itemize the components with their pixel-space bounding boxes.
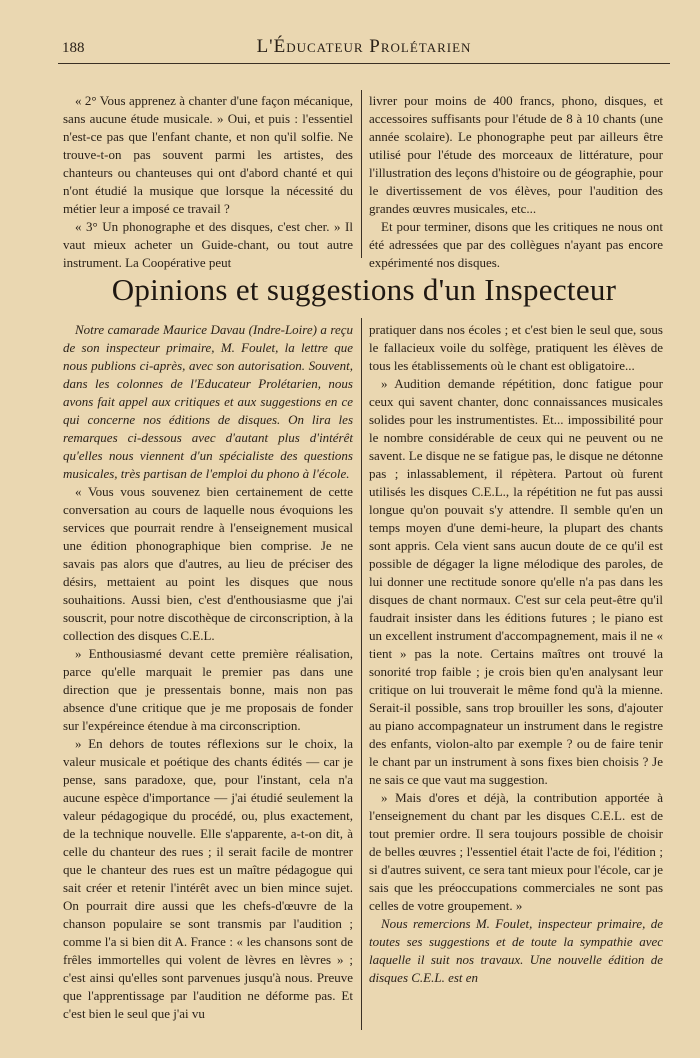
paragraph: » Mais d'ores et déjà, la contribution apportée à l'enseignement du chant par les disques C.E.L. est de tout premier ordre. Il sera toujours possible de choisir de belles œuvres ; l'essentiel était l'acte de foi, l'édition ; si d'autres suivent, ce sera tant mieux pour l'école, car je sais que les préoccupations commerciales ne sont pas celles de votre groupement. »: [369, 790, 663, 913]
article-right-column: [369, 321, 663, 987]
journal-title: L'Éducateur Prolétarien: [256, 36, 472, 57]
page-header: [58, 36, 670, 66]
paragraph: » Audition demande répétition, donc fatigue pour ceux qui savent chanter, donc connaissances musicales solides pour les instrumentistes. Et... impossibilité pour le nombre considérable de ceux qui ne peuvent ou ne savent. Le disque ne se fatigue pas, le disque ne détonne pas ; inlassablement, il répètera. Partout où furent utilisés les disques C.E.L., la répétition ne fut pas aussi longue qu'on pouvait s'y attendre. Il semble qu'en un temps moyen d'une demi-heure, la plupart des chants sont appris. Cela vient sans aucun doute de ce qu'il est possible de dégager la ligne mélodique des paroles, de lui donner une rectitude sonore qu'elle n'a pas dans les disques de chant normaux. C'est sur cela peut-être qu'il faudrait insister dans les éditions futures ; le piano est un excellent instrument d'accompagnement, mais il ne « tient » pas la note. Certains maîtres ont trouvé la sonorité trop faible ; je crois bien qu'en analysant leur critique on lui trouverait le même fond qu'à la mienne. Serait-il possible, sans trop brouiller les sons, d'ajouter au piano accompagnateur un instrument dans le registre des enfants, violon-alto par exemple ? ou de faire tenir le chant par un instrument à sons fixes bien choisis ? Je ne sais ce que vaut ma suggestion.: [369, 376, 663, 787]
header-rule: [58, 63, 670, 64]
column-divider: [361, 318, 362, 1030]
page-number: 188: [62, 40, 85, 56]
top-right-column: [369, 92, 663, 272]
paragraph: Et pour terminer, disons que les critiques ne nous ont été adressées que par des collègues n'ayant pas encore expérimenté nos disques.: [369, 219, 663, 270]
paragraph: » En dehors de toutes réflexions sur le choix, la valeur musicale et poétique des chants édités — car je pense, sans paradoxe, que, pour l'instant, cela n'a aucune espèce d'importance — j'ai étudié seulement la valeur pédagogique du procédé, ou, plus exactement, de la technique nouvelle. Elle s'apparente, a-t-on dit, à celle du chanteur des rues ; il serait facile de montrer que le chanteur des rues est un maître pédagogue qui sait créer et retenir l'intérêt avec un bien mince sujet. On pourrait dire aussi que les chefs-d'œuvre de la chanson populaire se sont transmis par l'audition ; comme l'a si bien dit A. France : « les chansons sont de frêles immortelles qui volent de lèvres en lèvres » ; c'est ainsi qu'elles sont parvenues jusqu'à nous. Preuve que l'apprentissage par l'audition ne déforme pas. Et c'est bien le seul que j'ai vu: [63, 736, 353, 1021]
top-left-column: [63, 92, 353, 272]
column-divider: [361, 90, 362, 258]
article-left-column: [63, 321, 353, 1023]
paragraph: pratiquer dans nos écoles ; et c'est bien le seul que, sous le fallacieux voile du solfège, pratiquent les élèves de tous les établissements où le chant est obligatoire...: [369, 322, 663, 373]
paragraph: « 2° Vous apprenez à chanter d'une façon mécanique, sans aucune étude musicale. » Oui, et puis : l'essentiel n'est-ce pas que l'enfant chante, et non qu'il solfie. Ne trouve-t-on pas souvent parmi les artistes, des chanteurs ou chanteuses qui ont d'abord chanté et qui n'ont étudié la musique que lorsque la nécessité du métier leur a imposé ce travail ?: [63, 93, 353, 216]
article-title: Opinions et suggestions d'un Inspecteur: [111, 272, 617, 307]
paragraph: « Vous vous souvenez bien certainement de cette conversation au cours de laquelle nous évoquions les services que pourrait rendre à l'enseignement musical une édition phonographique bien comprise. Je ne savais pas alors que d'autres, au lieu de préciser des désirs, mettaient au point les disques que nous souhaitions. Aussi bien, c'est d'enthousiasme que j'ai souscrit, pour notre discothèque de circonscription, à la collection des disques C.E.L.: [63, 484, 353, 643]
article-intro: Notre camarade Maurice Davau (Indre-Loire) a reçu de son inspecteur primaire, M. Foulet, la lettre que nous publions ci-après, avec son autorisation. Souvent, dans les colonnes de l'Educateur Prolétarien, nous avons fait appel aux critiques et aux suggestions en ce qui concerne nos éditions de disques. On lira les remarques ci-dessous avec d'autant plus d'intérêt qu'elles nous viennent d'un spécialiste des questions musicales, très partisan de l'emploi du phono à l'école.: [63, 322, 353, 481]
closing-note: Nous remercions M. Foulet, inspecteur primaire, de toutes ses suggestions et de toute la sympathie avec laquelle il suit nos travaux. Une nouvelle édition de disques C.E.L. est en: [369, 916, 663, 985]
paragraph: livrer pour moins de 400 francs, phono, disques, et accessoires suffisants pour l'étude de 8 à 10 chants (une année scolaire). Le phonographe peut par ailleurs être utilisé pour l'étude des morceaux de littérature, pour l'illustration des leçons d'histoire ou de géographie, pour le divertissement de vos élèves, pour l'audition des grandes œuvres musicales, etc...: [369, 93, 663, 216]
paragraph: « 3° Un phonographe et des disques, c'est cher. » Il vaut mieux acheter un Guide-chant, ou tout autre instrument. La Coopérative peut: [63, 219, 353, 270]
paragraph: » Enthousiasmé devant cette première réalisation, parce qu'elle marquait le premier pas dans une direction que je pressentais bonne, mais non pas absence d'une critique que je me proposais de fonder sur l'expéreince étendue à ma circonscription.: [63, 646, 353, 733]
